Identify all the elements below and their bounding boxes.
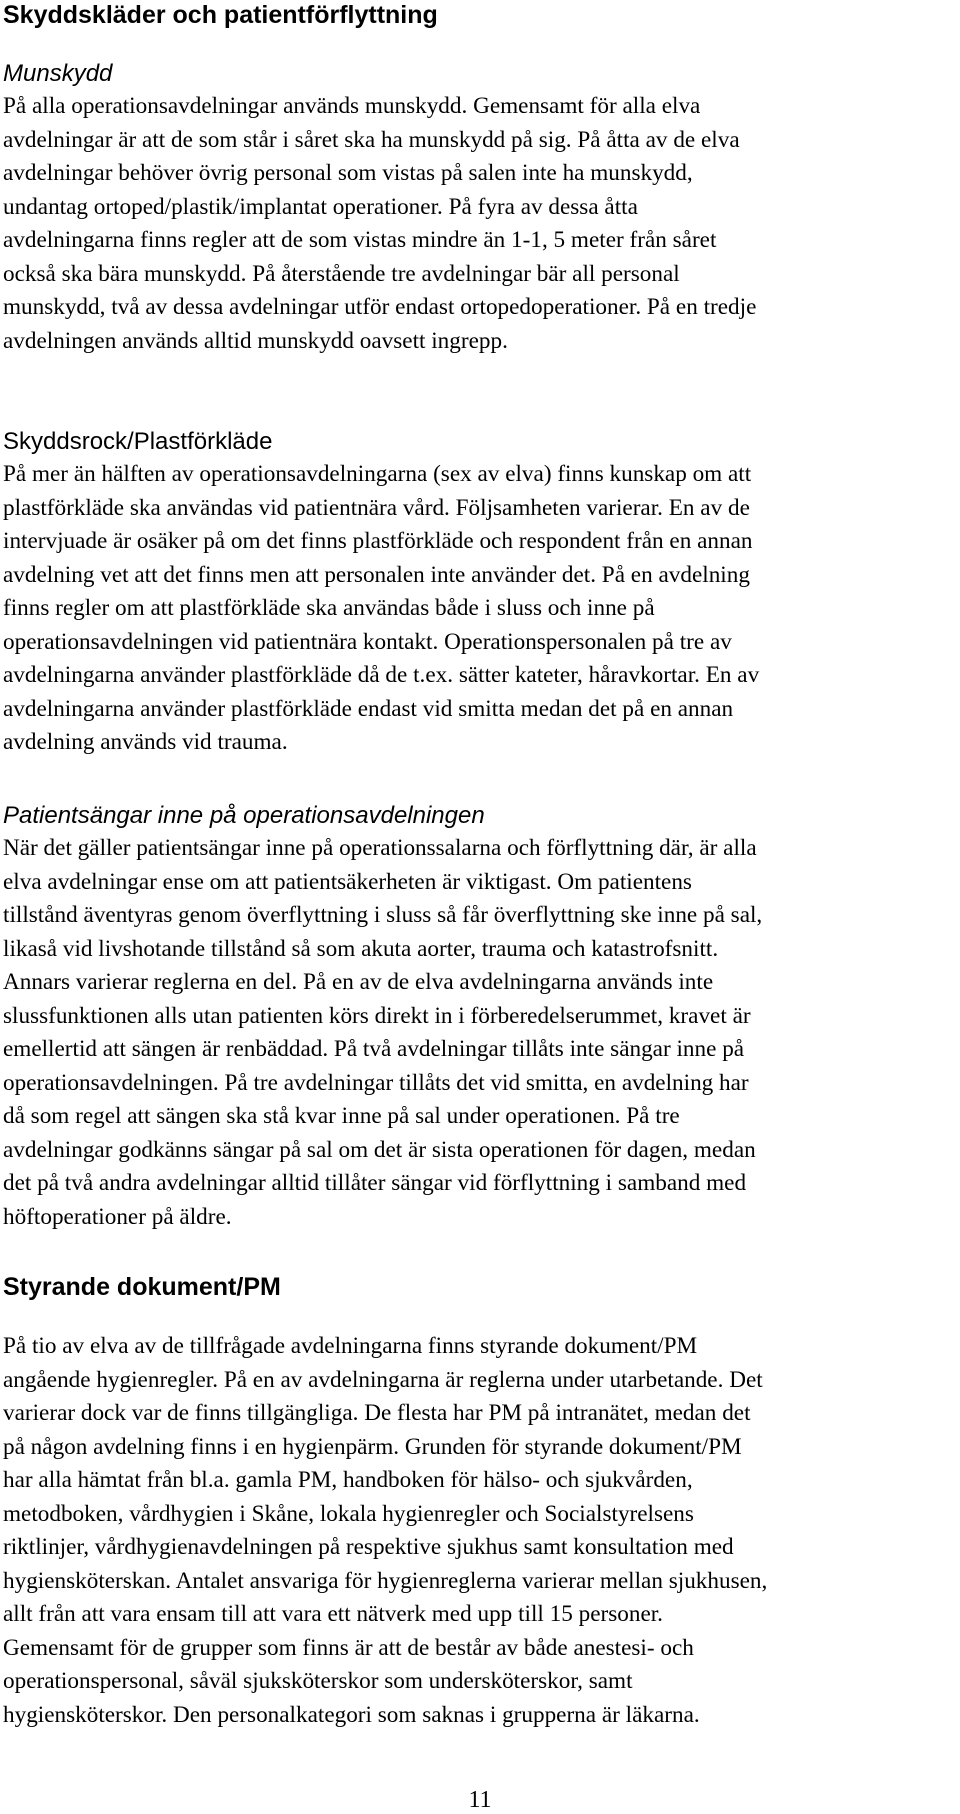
text-line: finns regler om att plastförkläde ska användas både i sluss och inne på	[3, 595, 655, 621]
text-line: avdelning används vid trauma.	[3, 729, 288, 755]
text-line: på någon avdelning finns i en hygienpärm. Grunden för styrande dokument/PM	[3, 1433, 742, 1460]
text-line: då som regel att sängen ska stå kvar inne på sal under operationen. På tre	[3, 1103, 680, 1129]
section-munskydd	[3, 58, 756, 358]
text-line: elva avdelningar ense om att patientsäkerheten är viktigast. Om patientens	[3, 868, 692, 895]
text-line: munskydd, två av dessa avdelningar utför endast ortopedoperationer. På en tredje	[3, 294, 757, 320]
page-title: Skyddskläder och patientförflyttning	[3, 1, 438, 29]
text-line: På mer än hälften av operationsavdelningarna (sex av elva) finns kunskap om att	[3, 461, 752, 487]
text-line: avdelningar behöver övrig personal som vistas på salen inte ha munskydd,	[3, 160, 693, 186]
text-line: avdelningarna använder plastförkläde då de t.ex. sätter kateter, håravkortar. En av	[3, 662, 760, 688]
section-patientsangar	[3, 800, 762, 1234]
text-line: På alla operationsavdelningar används munskydd. Gemensamt för alla elva	[3, 93, 701, 119]
text-line: avdelningar godkänns sängar på sal om det är sista operationen för dagen, medan	[3, 1136, 756, 1163]
text-line: metodboken, vårdhygien i Skåne, lokala hygienregler och Socialstyrelsens	[3, 1500, 694, 1527]
section-heading-styrande-dokument: Styrande dokument/PM	[3, 1273, 281, 1301]
text-line: avdelningar är att de som står i såret ska ha munskydd på sig. På åtta av de elva	[3, 126, 740, 153]
text-line: intervjuade är osäker på om det finns plastförkläde och respondent från en annan	[3, 528, 753, 554]
text-line: operationsavdelningen vid patientnära kontakt. Operationspersonalen på tre av	[3, 628, 732, 655]
text-line: det på två andra avdelningar alltid tillåter sängar vid förflyttning i samband med	[3, 1170, 747, 1196]
text-line: tillstånd äventyras genom överflyttning i sluss så får överflyttning ske inne på sal,	[3, 902, 763, 928]
text-line: likaså vid livshotande tillstånd så som akuta aorter, trauma och katastrofsnitt.	[3, 935, 719, 962]
text-line: avdelning vet att det finns men att personalen inte använder det. På en avdelning	[3, 561, 750, 588]
text-line: hygiensköterskan. Antalet ansvariga för hygienreglerna varierar mellan sjukhusen,	[3, 1567, 768, 1594]
text-line: Gemensamt för de grupper som finns är att de består av både anestesi- och	[3, 1634, 694, 1661]
text-line: emellertid att sängen är renbäddad. På två avdelningar tillåts inte sängar inne på	[3, 1036, 745, 1062]
text-line: avdelningen används alltid munskydd oavsett ingrepp.	[3, 327, 508, 354]
text-line: varierar dock var de finns tillgängliga. De flesta har PM på intranätet, medan det	[3, 1400, 751, 1426]
section-heading-skyddsrock: Skyddsrock/Plastförkläde	[3, 428, 273, 455]
text-line: höftoperationer på äldre.	[3, 1203, 232, 1230]
text-line: operationspersonal, såväl sjuksköterskor som undersköterskor, samt	[3, 1668, 633, 1694]
paragraph-patientsangar	[3, 832, 762, 1234]
text-line: allt från att vara ensam till att vara ett nätverk med upp till 15 personer.	[3, 1601, 663, 1627]
text-line: hygiensköterskor. Den personalkategori som saknas i grupperna är läkarna.	[3, 1701, 700, 1728]
page-number: 11	[468, 1787, 492, 1813]
text-line: undantag ortoped/plastik/implantat operationer. På fyra av dessa åtta	[3, 193, 638, 220]
text-line: plastförkläde ska användas vid patientnära vård. Följsamheten varierar. En av de	[3, 494, 750, 521]
section-heading-munskydd: Munskydd	[3, 60, 113, 87]
paragraph-munskydd	[3, 90, 756, 358]
paragraph-skyddsrock	[3, 458, 759, 760]
section-heading-patientsangar: Patientsängar inne på operationsavdelningen	[3, 802, 485, 829]
text-line: riktlinjer, vårdhygienavdelningen på respektive sjukhus samt konsultation med	[3, 1534, 734, 1560]
text-line: angående hygienregler. På en av avdelningarna är reglerna under utarbetande. Det	[3, 1366, 763, 1393]
section-styrande-dokument	[3, 1271, 281, 1303]
section-skyddsrock	[3, 426, 759, 760]
text-line: Annars varierar reglerna en del. På en av de elva avdelningarna används inte	[3, 969, 714, 995]
text-line: avdelningarna använder plastförkläde endast vid smitta medan det på en annan	[3, 695, 734, 722]
text-line: avdelningarna finns regler att de som vistas mindre än 1-1, 5 meter från såret	[3, 227, 717, 253]
text-line: På tio av elva av de tillfrågade avdelningarna finns styrande dokument/PM	[3, 1333, 698, 1359]
text-line: har alla hämtat från bl.a. gamla PM, handboken för hälso- och sjukvården,	[3, 1467, 693, 1493]
text-line: också ska bära munskydd. På återstående tre avdelningar bär all personal	[3, 260, 680, 287]
paragraph-styrande-dokument	[3, 1330, 767, 1732]
text-line: slussfunktionen alls utan patienten körs direkt in i förberedelserummet, kravet är	[3, 1002, 751, 1029]
text-line: operationsavdelningen. På tre avdelningar tillåts det vid smitta, en avdelning har	[3, 1069, 749, 1096]
text-line: När det gäller patientsängar inne på operationssalarna och förflyttning där, är alla	[3, 835, 757, 861]
